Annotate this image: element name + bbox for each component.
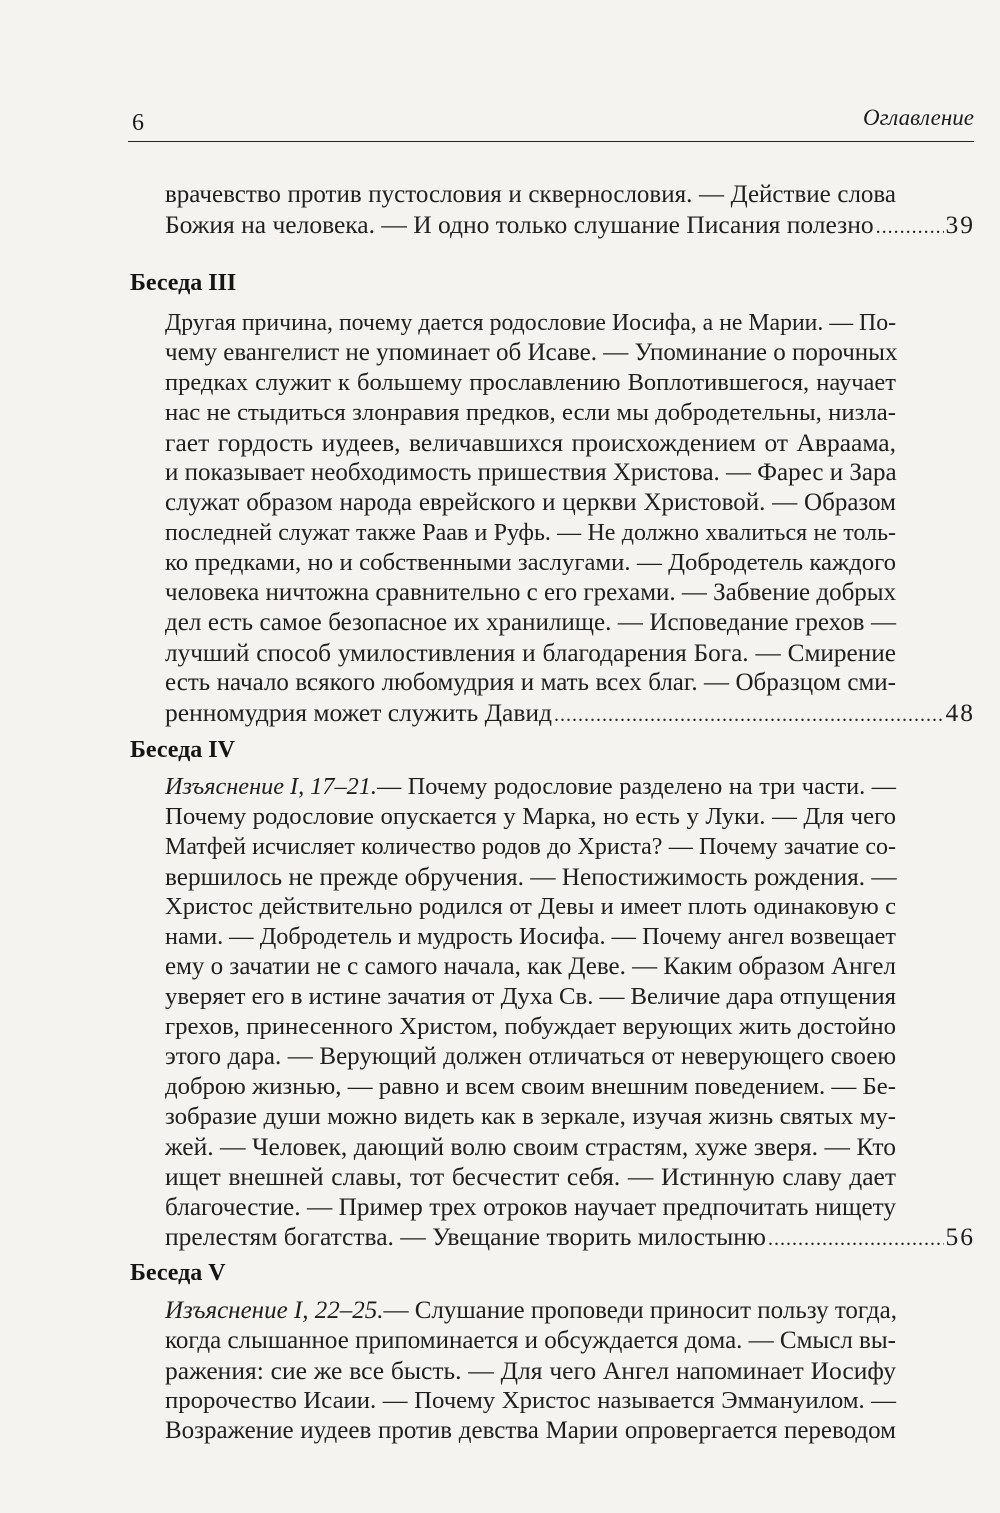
toc-line: лучший способ умилостивления и благодарения Бога. — Смирение	[165, 639, 896, 667]
toc-line-rest: — Слушание проповеди приносит пользу тогда,	[383, 1297, 897, 1324]
toc-line: ренномудрия может служить Давид	[165, 698, 552, 727]
section-title: Оглавление	[862, 105, 974, 130]
toc-entry-last-line	[165, 1222, 975, 1254]
toc-line: предках служит к большему прославлению Воплотившегося, научает	[165, 369, 896, 396]
toc-line: благочестие. — Пример трех отроков научает предпочитать нищету	[165, 1193, 896, 1221]
toc-line: Почему родословие опускается у Марка, но есть у Луки. — Для чего	[165, 803, 896, 830]
toc-line: Христос действительно родился от Девы и имеет плоть одинаковую с	[165, 893, 896, 920]
toc-line	[165, 772, 896, 802]
header-rule	[128, 141, 974, 142]
scripture-reference: Изъяснение I, 22–25.	[165, 1297, 384, 1324]
toc-line: жей. — Человек, дающий волю своим страстям, хуже зверя. — Кто	[165, 1132, 896, 1161]
toc-page-number: 39	[945, 210, 975, 239]
toc-line: ко предками, но и собственными заслугами. — Добродетель каждого	[165, 549, 896, 576]
toc-line	[165, 1296, 896, 1326]
toc-line: служат образом народа еврейского и церкви Христовой. — Образом	[165, 489, 896, 516]
dot-leader	[768, 1224, 944, 1254]
scripture-reference: Изъяснение I, 17–21.	[165, 773, 377, 800]
toc-entry-last-line	[165, 210, 975, 242]
dot-leader	[876, 212, 944, 242]
toc-line: зобразие души можно видеть как в зеркале, изучая жизнь святых му-	[165, 1103, 896, 1130]
toc-line: грехов, принесенного Христом, побуждает верующих жить достойно	[165, 1013, 896, 1040]
toc-page-number: 48	[945, 698, 975, 727]
toc-entry-last-line	[165, 698, 975, 730]
toc-line: доброю жизнью, — равно и всем своим внешним поведением. — Бе-	[165, 1073, 896, 1100]
toc-page-number: 56	[945, 1222, 975, 1251]
toc-line: пророчество Исаии. — Почему Христос называется Эммануилом. —	[165, 1387, 896, 1414]
toc-line: ражения: сие же все бысть. — Для чего Ангел напоминает Иосифу	[165, 1356, 896, 1385]
toc-line: уверяет его в истине зачатия от Духа Св. — Величие дара отпущения	[165, 983, 897, 1010]
toc-heading: Беседа III	[130, 270, 237, 296]
toc-line: врачевство против пустословия и сквернословия. — Действие слова	[165, 181, 896, 208]
toc-line: прелестям богатства. — Увещание творить милостыню	[165, 1222, 766, 1251]
toc-heading: Беседа V	[130, 1260, 226, 1286]
toc-line: Другая причина, почему дается родословие Иосифа, а не Марии. — По-	[165, 310, 896, 336]
toc-line: есть начало всякого любомудрия и мать всех благ. — Образцом сми-	[165, 669, 896, 696]
toc-line: гает гордость иудеев, величавшихся происхождением от Авраама,	[165, 428, 896, 457]
toc-heading: Беседа IV	[130, 737, 235, 763]
toc-line: ему о зачатии не с самого начала, как Деве. — Каким образом Ангел	[165, 953, 896, 980]
toc-line: Возражение иудеев против девства Марии опровергается переводом	[165, 1417, 896, 1444]
page-number: 6	[132, 110, 144, 136]
toc-line: и показывает необходимость пришествия Христова. — Фарес и Зара	[165, 459, 897, 486]
toc-line: Матфей исчисляет количество родов до Христа? — Почему зачатие со-	[165, 834, 896, 860]
toc-line: Божия на человека. — И одно только слушание Писания полезно	[165, 210, 874, 239]
running-head	[128, 100, 974, 140]
toc-line: нас не стыдиться злонравия предков, если мы добродетельны, низла-	[165, 399, 896, 426]
toc-line: чему евангелист не упоминает об Исаве. — Упоминание о порочных	[165, 339, 898, 366]
toc-line: когда слышанное припоминается и обсуждается дома. — Смысл вы-	[165, 1327, 896, 1354]
toc-line: ищет внешней славы, тот бесчестит себя. — Истинную славу дает	[165, 1162, 896, 1191]
toc-line-rest: — Почему родословие разделено на три части. —	[376, 773, 896, 800]
toc-line: этого дара. — Верующий должен отличаться от неверующего своею	[165, 1043, 896, 1070]
toc-line: последней служат также Раав и Руфь. — Не должно хвалиться не толь-	[165, 520, 896, 546]
toc-line: человека ничтожна сравнительно с его грехами. — Забвение добрых	[165, 579, 897, 606]
toc-line: нами. — Добродетель и мудрость Иосифа. — Почему ангел возвещает	[165, 923, 896, 950]
toc-line: дел есть самое безопасное их хранилище. — Исповедание грехов —	[165, 609, 896, 636]
dot-leader	[554, 700, 944, 730]
toc-line: вершилось не прежде обручения. — Непостижимость рождения. —	[165, 863, 897, 891]
